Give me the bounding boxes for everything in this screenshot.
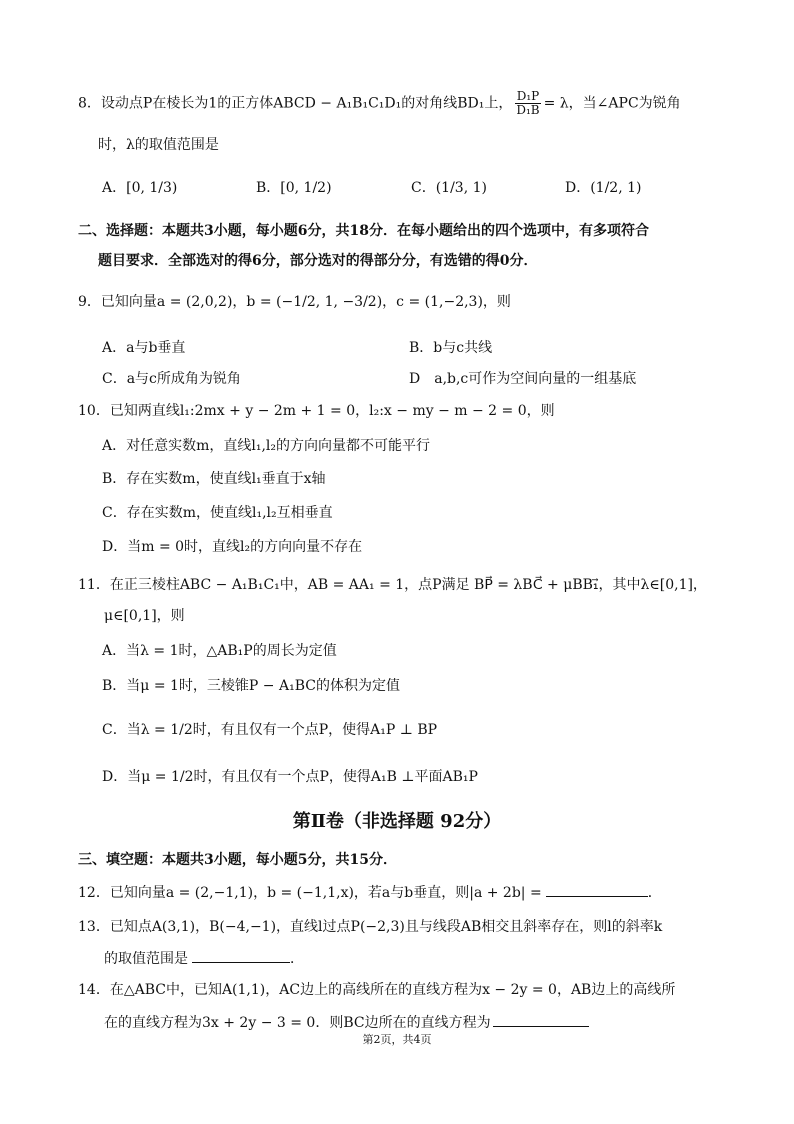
q11-option-b: B．当μ = 1时，三棱锥P − A₁BC的体积为定值 [102,678,400,694]
q13-line2 [104,948,304,969]
q14-text: 在的直线方程为3x + 2y − 3 = 0．则BC边所在的直线方程为 [104,1015,491,1031]
q10-stem: 10．已知两直线l₁:2mx + y − 2m + 1 = 0，l₂:x − my − m − 2 = 0，则 [78,403,555,419]
q8-line1 [78,90,681,117]
q8-tail: = λ，当∠APC为锐角 [543,95,681,112]
q11-option-a: A．当λ = 1时，△AB₁P的周长为定值 [102,643,337,659]
q12-tail: ． [647,885,662,901]
q9-option-d: D a,b,c可作为空间向量的一组基底 [409,371,637,387]
section2-line2: 题目要求．全部选对的得6分，部分选对的得部分分，有选错的得0分． [98,253,538,269]
q10-option-a: A．对任意实数m，直线l₁,l₂的方向向量都不可能平行 [102,438,431,454]
q11-stem1: 11．在正三棱柱ABC − A₁B₁C₁中，AB = AA₁ = 1，点P满足 BP⃗ = λBC⃗ + μBB₁⃗，其中λ∈[0,1]， [78,577,707,593]
q8-option-d: D．(1/2, 1) [565,180,642,196]
q11-stem2: μ∈[0,1]，则 [104,608,185,624]
q12-answer-blank[interactable] [546,882,648,897]
q8-option-b: B．[0, 1/2) [256,180,332,196]
q9-stem: 9．已知向量a = (2,0,2)，b = (−1/2, 1, −3/2)，c = (1,−2,3)，则 [78,294,511,310]
section3-heading: 三、填空题：本题共3小题，每小题5分，共15分． [78,852,397,868]
part2-title: 第Ⅱ卷（非选择题 92分） [292,811,502,832]
q12-text: 12．已知向量a = (2,−1,1)，b = (−1,1,x)，若a与b垂直，则|a + 2b| = [78,885,542,901]
q8-option-a: A．[0, 1/3) [102,180,178,196]
q11-option-d: D．当μ = 1/2时，有且仅有一个点P，使得A₁B ⊥平面AB₁P [102,769,478,785]
q13-text: 的取值范围是 [104,951,188,967]
q8-fraction [514,90,541,117]
q11-option-c: C．当λ = 1/2时，有且仅有一个点P，使得A₁P ⊥ BP [102,722,438,738]
q8-text: 8．设动点P在棱长为1的正方体ABCD − A₁B₁C₁D₁的对角线BD₁上， [78,95,513,112]
q8-frac-den: D₁B [516,103,540,117]
q9-option-a: A．a与b垂直 [102,340,186,356]
q12-line [78,882,662,903]
q8-option-c: C．(1/3, 1) [411,180,487,196]
q14-answer-blank[interactable] [493,1012,589,1027]
q14-line1: 14．在△ABC中，已知A(1,1)，AC边上的高线所在的直线方程为x − 2y = 0，AB边上的高线所 [78,982,676,998]
q13-answer-blank[interactable] [192,948,290,963]
q10-option-b: B．存在实数m，使直线l₁垂直于x轴 [102,471,326,487]
q13-tail: ． [290,951,304,967]
q9-option-c: C．a与c所成角为锐角 [102,371,241,387]
q10-option-c: C．存在实数m，使直线l₁,l₂互相垂直 [102,505,333,521]
section2-line1: 二、选择题：本题共3小题，每小题6分，共18分．在每小题给出的四个选项中，有多项符合 [78,223,649,239]
q8-frac-num: D₁P [516,89,540,103]
q13-line1: 13．已知点A(3,1)，B(−4,−1)，直线l过点P(−2,3)且与线段AB相交且斜率存在，则l的斜率k [78,919,663,935]
q8-line2: 时，λ的取值范围是 [98,137,219,153]
page-footer: 第2页，共4页 [362,1033,432,1046]
q9-option-b: B．b与c共线 [409,340,493,356]
q10-option-d: D．当m = 0时，直线l₂的方向向量不存在 [102,539,363,555]
